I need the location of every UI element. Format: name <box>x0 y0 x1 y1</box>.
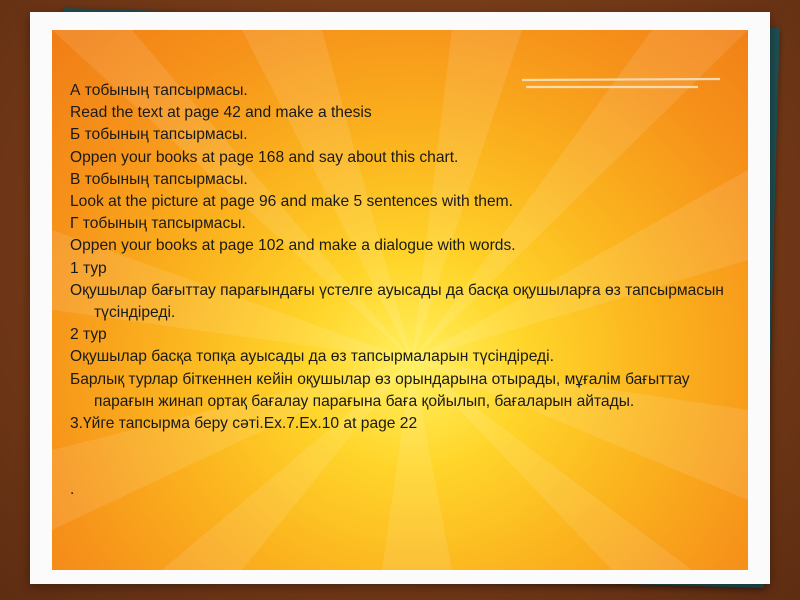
group-v-task: Look at the picture at page 96 and make 5 sentences with them. <box>70 193 513 211</box>
round-2-text: Оқушылар басқа топқа ауысады да өз тапсырмаларын түсіндіреді. <box>70 348 554 366</box>
homework-text: 3.Үйге тапсырма беру сәті.Ex.7.Ex.10 at page 22 <box>70 415 418 433</box>
group-a-heading: А тобының тапсырмасы. <box>70 82 248 99</box>
group-b-heading: Б тобының тапсырмасы. <box>70 126 248 144</box>
group-g-heading: Г тобының тапсырмасы. <box>70 215 246 233</box>
group-b-task: Oppen your books at page 168 and say about this chart. <box>70 148 459 166</box>
round-1-heading: 1 тур <box>70 259 107 277</box>
spacer <box>70 457 730 479</box>
content-panel <box>52 30 748 570</box>
spacer <box>70 435 730 457</box>
group-v-heading: В тобының тапсырмасы. <box>70 170 248 188</box>
round-2-heading: 2 тур <box>70 326 107 344</box>
group-a-task: Read the text at page 42 and make a thesis <box>70 104 372 122</box>
trailing-dot: . <box>70 481 75 499</box>
group-g-task: Oppen your books at page 102 and make a dialogue with words. <box>70 237 516 255</box>
task-text <box>70 80 730 501</box>
final-step-text: Барлық турлар біткеннен кейін оқушылар өз орындарына отырады, мұғалім бағыттау парағын жинап ортақ бағалау парағына баға қойылып, бағаларын айтады. <box>70 370 690 410</box>
round-1-text: Оқушылар бағыттау парағындағы үстелге ауысады да басқа оқушыларға өз тапсырмасын түсіндіреді. <box>70 281 724 322</box>
